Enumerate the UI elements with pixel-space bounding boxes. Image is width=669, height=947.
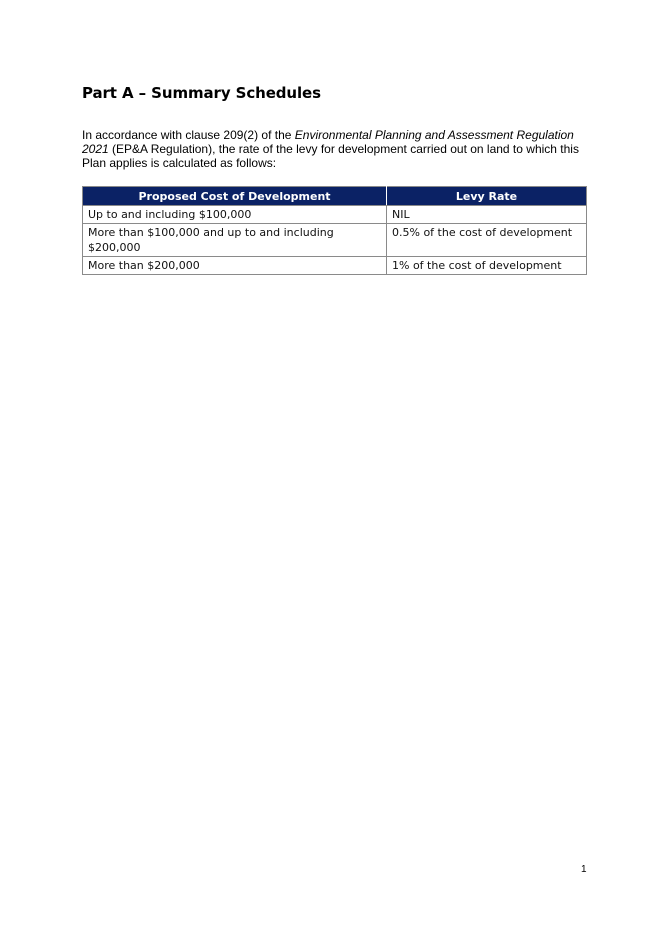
column-header-cost: Proposed Cost of Development (83, 187, 387, 206)
table-row (83, 206, 587, 224)
table-header-row (83, 187, 587, 206)
cost-cell: More than $100,000 and up to and including $200,000 (83, 224, 387, 257)
table-row (83, 224, 587, 257)
intro-paragraph (82, 128, 597, 170)
intro-text-end: (EP&A Regulation), the rate of the levy for development carried out on land to which this Plan applies is calculated as follows: (82, 142, 579, 170)
levy-rate-cell: 0.5% of the cost of development (387, 224, 587, 257)
levy-rate-table (82, 186, 587, 275)
table-row (83, 257, 587, 275)
regulation-title: Environmental Planning and Assessment Regulation 2021 (82, 128, 574, 156)
cost-cell: More than $200,000 (83, 257, 387, 275)
levy-rate-cell: NIL (387, 206, 587, 224)
column-header-levy-rate: Levy Rate (387, 187, 587, 206)
page-number: 1 (581, 864, 587, 875)
section-heading: Part A – Summary Schedules (82, 84, 321, 102)
intro-text-start: In accordance with clause 209(2) of the (82, 128, 295, 142)
levy-rate-cell: 1% of the cost of development (387, 257, 587, 275)
cost-cell: Up to and including $100,000 (83, 206, 387, 224)
